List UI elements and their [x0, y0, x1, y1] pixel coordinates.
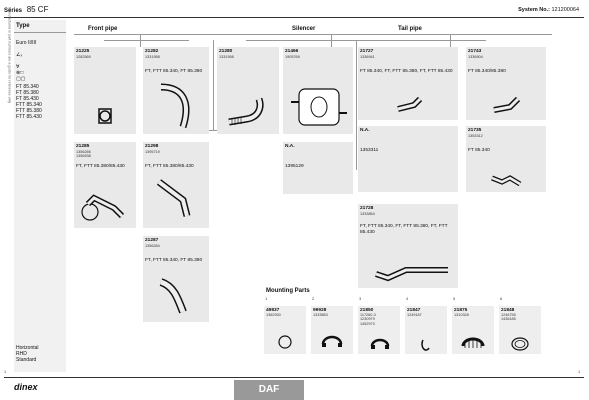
application: FT 85.340: [468, 148, 490, 153]
part-21728[interactable]: [358, 204, 458, 288]
oem-number: 1356266 1356538: [76, 150, 91, 159]
clamp-icon: [74, 47, 136, 134]
part-number: 21225: [76, 49, 90, 54]
part-number: 21287: [145, 238, 159, 243]
mounting-item[interactable]: [452, 296, 494, 354]
oem-number: 1310328: [454, 313, 469, 317]
model-item: FTT 85.380: [16, 108, 42, 114]
part-number: 21850: [360, 308, 374, 313]
oem-number: 1356284: [145, 244, 160, 248]
section-rule: [74, 34, 552, 35]
mounting-item[interactable]: [405, 296, 447, 354]
model-item: FTT 85.340: [16, 102, 42, 108]
part-number: 21727: [360, 49, 374, 54]
connector: [450, 35, 451, 47]
part-number: 21285: [76, 144, 90, 149]
gasket-icon: [264, 306, 306, 354]
part-number: 49837: [266, 308, 280, 313]
item-index: 4: [406, 296, 409, 301]
application: FT, FTT 85.340, FT, FTT 85.380, FT, FTT 85.430: [360, 224, 448, 235]
application: FT, FTT 85.380/85.430: [145, 164, 194, 169]
system-number: [518, 7, 579, 13]
side-note: Manufactured in part numbers are a guide for reference only: [7, 7, 12, 104]
pipe-with-flange-icon: [74, 142, 136, 228]
part-na-tail[interactable]: [358, 126, 458, 192]
section-front-pipe: Front pipe: [88, 26, 118, 32]
type-rule: [14, 32, 66, 33]
variant-label: Standard: [16, 357, 37, 363]
oem-number: 1905769: [285, 55, 300, 59]
clamp-icon: [311, 306, 353, 354]
drive-label: RHD: [16, 351, 27, 357]
part-21282[interactable]: [143, 47, 209, 134]
part-21727[interactable]: [358, 47, 458, 120]
part-number: 21875: [454, 308, 468, 313]
tail-pipe-icon: [466, 126, 546, 192]
connector: [356, 40, 357, 170]
mounting-item[interactable]: [358, 296, 400, 354]
bent-pipe-icon: [143, 142, 209, 228]
system-value: 121200064: [551, 7, 579, 13]
connector: [331, 35, 332, 47]
clamp-icon: [358, 306, 400, 354]
part-number: 21728: [360, 206, 374, 211]
brand-label: DAF: [258, 384, 280, 395]
part-21735[interactable]: [466, 126, 546, 192]
tail-pipe-icon: [358, 47, 458, 120]
part-number: N.A.: [285, 144, 295, 149]
item-index: 2: [312, 296, 315, 301]
flex-pipe-icon: [217, 47, 279, 134]
part-21287[interactable]: [143, 236, 209, 322]
connector: [140, 35, 141, 47]
part-21225[interactable]: [74, 47, 136, 134]
oem-number: 1395719: [145, 150, 160, 154]
part-number: 21847: [407, 308, 421, 313]
oem-number: 1353311: [360, 148, 379, 153]
connector: [104, 40, 189, 41]
bent-pipe-icon: [143, 236, 209, 322]
part-21743[interactable]: [466, 47, 546, 120]
oem-number: 1336904: [468, 55, 483, 59]
mounting-item[interactable]: [311, 296, 353, 354]
clamp-icon: [452, 306, 494, 354]
series-label: Series: [4, 8, 23, 14]
part-21466[interactable]: [283, 47, 353, 134]
application: FT 85.340/85.380: [468, 69, 506, 74]
part-number: 21735: [468, 128, 482, 133]
euro-label: Euro II/III: [16, 40, 37, 46]
oem-number: 1331958: [219, 55, 234, 59]
axle-icon: ∀: [16, 64, 20, 70]
wheel-icon: ⊗□: [16, 70, 24, 76]
part-number: 21848: [501, 308, 515, 313]
bent-pipe-icon: [143, 47, 209, 134]
long-tail-pipe-icon: [358, 204, 458, 288]
series-value: 85 CF: [26, 5, 49, 14]
oem-number: 1333853: [313, 313, 328, 317]
engine-icon: ∠ₓ: [16, 52, 23, 58]
model-item: FTT 85.430: [16, 114, 42, 120]
item-index: 3: [359, 296, 362, 301]
oem-number: 1246755 1436185: [501, 313, 516, 322]
part-number: 21280: [219, 49, 233, 54]
model-item: FT 85.380: [16, 90, 39, 96]
item-index: 1: [265, 296, 268, 301]
type-label: Type: [16, 23, 30, 29]
section-tail-pipe: Tail pipe: [398, 26, 422, 32]
orientation-label: Horizontal: [16, 345, 39, 351]
hanger-icon: [405, 306, 447, 354]
model-list: [16, 84, 42, 120]
connector: [213, 40, 214, 130]
part-number: N.A.: [360, 128, 370, 133]
page-number-right: 1: [578, 370, 581, 374]
part-21285[interactable]: [74, 142, 136, 228]
oem-number: 1333854: [360, 212, 375, 216]
silencer-icon: [283, 47, 353, 134]
oem-number: 117260-3 1230979 1452973: [360, 313, 376, 326]
item-index: 5: [453, 296, 456, 301]
part-number: 21466: [285, 49, 299, 54]
part-number: 99928: [313, 308, 327, 313]
mounting-item[interactable]: [264, 296, 306, 354]
part-number: 21743: [468, 49, 482, 54]
header-rule: [4, 17, 584, 18]
oem-number: 1249187: [407, 313, 422, 317]
dinex-logo: dinex: [14, 382, 38, 392]
part-na-silencer[interactable]: [283, 142, 353, 194]
mounting-item[interactable]: [499, 296, 541, 354]
cab-icon: ▢▢: [16, 76, 26, 82]
part-21280[interactable]: [217, 47, 279, 134]
footer-rule: [4, 377, 584, 378]
section-silencer: Silencer: [292, 26, 316, 32]
oem-number: 1395129: [285, 164, 304, 169]
oem-number: 1282569: [76, 55, 91, 59]
oem-number: 1362930: [266, 313, 281, 317]
bottom-info: [16, 345, 39, 363]
oem-number: 1353312: [468, 134, 483, 138]
part-number: 21298: [145, 144, 159, 149]
model-item: FT 85.430: [16, 96, 39, 102]
gasket-icon: [499, 306, 541, 354]
page-number-left: 1: [4, 370, 7, 374]
application: FT, FTT 85.340, FT 85.380: [145, 69, 203, 74]
oem-number: 1331958: [145, 55, 160, 59]
mounting-parts-title: Mounting Parts: [266, 288, 310, 294]
model-item: FT 85.340: [16, 84, 39, 90]
part-number: 21282: [145, 49, 159, 54]
application: FT 85.340, FT, FTT 85.380, FT, FTT 85.430: [360, 69, 453, 74]
tail-pipe-icon: [466, 47, 546, 120]
application: FT, FTT 85.340, FT 85.380: [145, 258, 203, 263]
application: FT, FTT 85.380/85.430: [76, 164, 125, 169]
system-label: System No.:: [518, 7, 550, 13]
part-21298[interactable]: [143, 142, 209, 228]
oem-number: 1336941: [360, 55, 375, 59]
left-panel: [14, 20, 66, 372]
item-index: 6: [500, 296, 503, 301]
